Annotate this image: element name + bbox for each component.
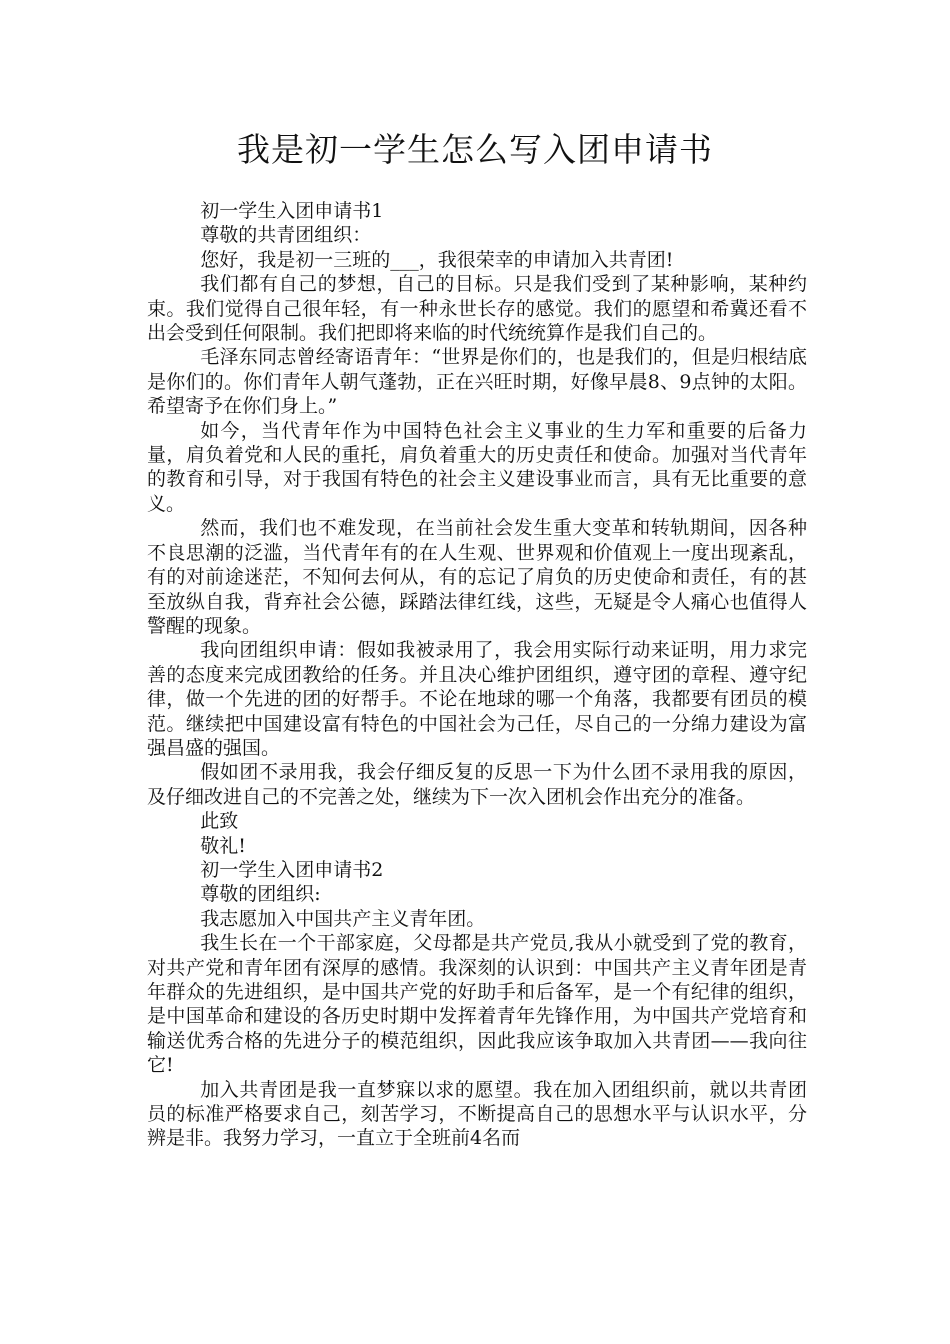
paragraph: 我生长在一个干部家庭，父母都是共产党员,我从小就受到了党的教育，对共产党和青年团有深厚的感情。我深刻的认识到：中国共产主义青年团是青年群众的先进组织，是中国共产党的好助手和后备军，是一个有纪律的组织，是中国革命和建设的各历史时期中发挥着青年先锋作用，为中国共产党培育和输送优秀合格的先进分子的模范组织，因此我应该争取加入共青团——我向往它! — [147, 932, 807, 1077]
paragraph: 毛泽东同志曾经寄语青年：“世界是你们的，也是我们的，但是归根结底是你们的。你们青年人朝气蓬勃，正在兴旺时期，好像早晨8、9点钟的太阳。希望寄予在你们身上。” — [147, 346, 807, 418]
document-title: 我是初一学生怎么写入团申请书 — [237, 130, 713, 169]
paragraph: 然而，我们也不难发现，在当前社会发生重大变革和转轨期间，因各种不良思潮的泛滥，当代青年有的在人生观、世界观和价值观上一度出现紊乱，有的对前途迷茫，不知何去何从，有的忘记了肩负的历史使命和责任，有的甚至放纵自我，背弃社会公德，踩踏法律红线，这些，无疑是令人痛心也值得人警醒的现象。 — [147, 517, 807, 637]
paragraph: 如今，当代青年作为中国特色社会主义事业的生力军和重要的后备力量，肩负着党和人民的重托，肩负着重大的历史责任和使命。加强对当代青年的教育和引导，对于我国有特色的社会主义建设事业而言，具有无比重要的意义。 — [147, 419, 807, 515]
salutation: 尊敬的团组织: — [200, 883, 321, 906]
section-heading-2: 初一学生入团申请书2 — [200, 858, 384, 881]
salutation: 尊敬的共青团组织： — [200, 224, 372, 247]
paragraph: 加入共青团是我一直梦寐以求的愿望。我在加入团组织前，就以共青团员的标准严格要求自己，刻苦学习，不断提高自己的思想水平与认识水平，分辨是非。我努力学习，一直立于全班前4名而 — [147, 1078, 807, 1150]
paragraph: 我向团组织申请：假如我被录用了，我会用实际行动来证明，用力求完善的态度来完成团教给的任务。并且决心维护团组织，遵守团的章程、遵守纪律，做一个先进的团的好帮手。不论在地球的哪一个角落，我都要有团员的模范。继续把中国建设富有特色的中国社会为己任，尽自己的一分绵力建设为富强昌盛的强国。 — [147, 639, 807, 759]
paragraph: 假如团不录用我，我会仔细反复的反思一下为什么团不录用我的原因，及仔细改进自己的不完善之处，继续为下一次入团机会作出充分的准备。 — [147, 761, 807, 808]
closing-line: 此致 — [200, 810, 239, 833]
closing-line: 敬礼! — [200, 834, 246, 857]
section-heading-1: 初一学生入团申请书1 — [200, 200, 384, 222]
paragraph: 您好，我是初一三班的___，我很荣幸的申请加入共青团! — [200, 248, 674, 271]
paragraph: 我志愿加入中国共产主义青年团。 — [200, 907, 486, 930]
paragraph: 我们都有自己的梦想，自己的目标。只是我们受到了某种影响，某种约束。我们觉得自己很年轻，有一种永世长存的感觉。我们的愿望和希冀还看不出会受到任何限制。我们把即将来临的时代统统算作是我们自己的。 — [147, 273, 807, 345]
document-body — [147, 199, 807, 1151]
